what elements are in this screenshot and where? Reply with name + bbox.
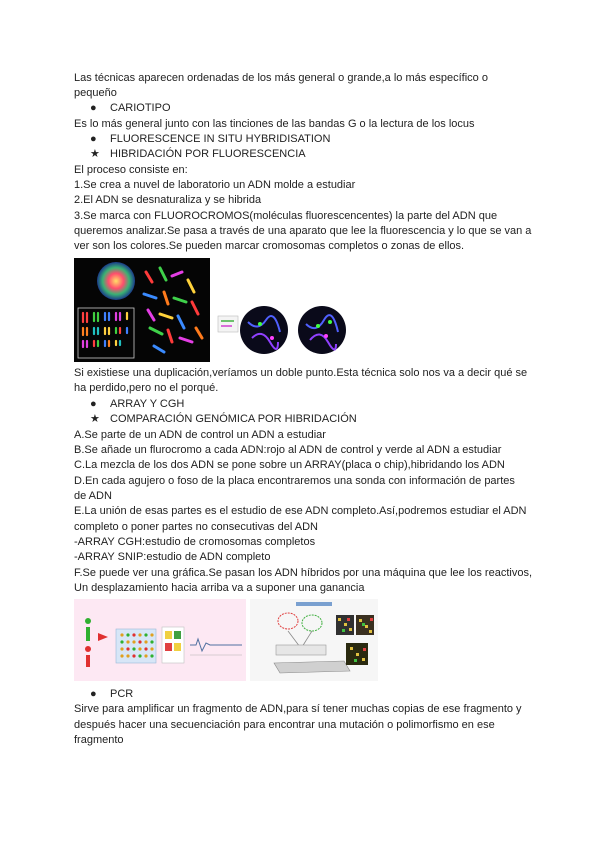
bullet-item-comparacion: COMPARACIÓN GENÓMICA POR HIBRIDACIÓN	[110, 413, 357, 425]
text-line: fragmento	[74, 734, 124, 746]
bullet-item-cariotipo: CARIOTIPO	[110, 102, 171, 114]
text-line: C.La mezcla de los dos ADN se pone sobre un ARRAY(placa o chip),hibridando los ADN	[74, 459, 505, 471]
array-cgh-diagram-image	[250, 599, 378, 681]
fish-probe-diagram	[214, 302, 354, 362]
text-line: ha perdido,pero no el porqué.	[74, 382, 219, 394]
text-line: pequeño	[74, 87, 117, 99]
text-line: de ADN	[74, 490, 112, 502]
text-line: 1.Se crea a nuvel de laboratorio un ADN molde a estudiar	[74, 179, 356, 191]
text-line: B.Se añade un flurocromo a cada ADN:rojo al ADN de control y verde al ADN a estudiar	[74, 444, 502, 456]
bullet-item-fish: FLUORESCENCE IN SITU HYBRIDISATION	[110, 133, 331, 145]
text-line: F.Se puede ver una gráfica.Se pasan los ADN híbridos por una máquina que lee los reactivos,	[74, 567, 532, 579]
text-line: completo o poner partes no consecutivas del ADN	[74, 521, 318, 533]
text-line: 3.Se marca con FLUOROCROMOS(moléculas fluorescencentes) la parte del ADN que	[74, 210, 498, 222]
bullet-star-icon: ★	[90, 413, 100, 425]
text-line: después hacer una secuenciación para encontrar una mutación o polimorfismo en ese	[74, 719, 495, 731]
text-line: -ARRAY CGH:estudio de cromosomas completos	[74, 536, 316, 548]
text-line: A.Se parte de un ADN de control un ADN a estudiar	[74, 429, 326, 441]
bullet-item-array-cgh: ARRAY Y CGH	[110, 398, 185, 410]
text-line: ver son los colores.Se pueden marcar cromosomas completos o zonas de ellos.	[74, 240, 465, 252]
text-line: El proceso consiste en:	[74, 164, 188, 176]
bullet-star-icon: ★	[90, 148, 100, 160]
array-cgh-workflow-image	[74, 599, 246, 681]
text-line: -ARRAY SNIP:estudio de ADN completo	[74, 551, 271, 563]
bullet-item-pcr: PCR	[110, 688, 134, 700]
bullet-dot-icon: ●	[90, 102, 97, 114]
bullet-dot-icon: ●	[90, 398, 97, 410]
text-line: Las técnicas aparecen ordenadas de los más general o grande,a lo más específico o	[74, 72, 488, 84]
text-line: queremos analizar.Se pasa a través de una aparato que lee la fluorescencia y lo que se van a	[74, 225, 532, 237]
text-line: Es lo más general junto con las tinciones de las bandas G o la lectura de los locus	[74, 118, 475, 130]
text-line: Un desplazamiento hacia arriba va a suponer una ganancia	[74, 582, 365, 594]
bullet-dot-icon: ●	[90, 688, 97, 700]
bullet-item-hibridacion: HIBRIDACIÓN POR FLUORESCENCIA	[110, 148, 306, 160]
bullet-dot-icon: ●	[90, 133, 97, 145]
text-line: D.En cada agujero o foso de la placa encontraremos una sonda con información de partes	[74, 475, 515, 487]
text-line: Sirve para amplificar un fragmento de ADN,para sí tener muchas copias de ese fragmento y	[74, 703, 522, 715]
fish-karyotype-image	[74, 258, 210, 362]
text-line: Si existiese una duplicación,veríamos un doble punto.Esta técnica solo nos va a decir qué se	[74, 367, 528, 379]
text-line: 2.El ADN se desnaturaliza y se hibrida	[74, 194, 262, 206]
text-line: E.La unión de esas partes es el estudio de ese ADN completo.Así,podremos estudiar el ADN	[74, 505, 527, 517]
